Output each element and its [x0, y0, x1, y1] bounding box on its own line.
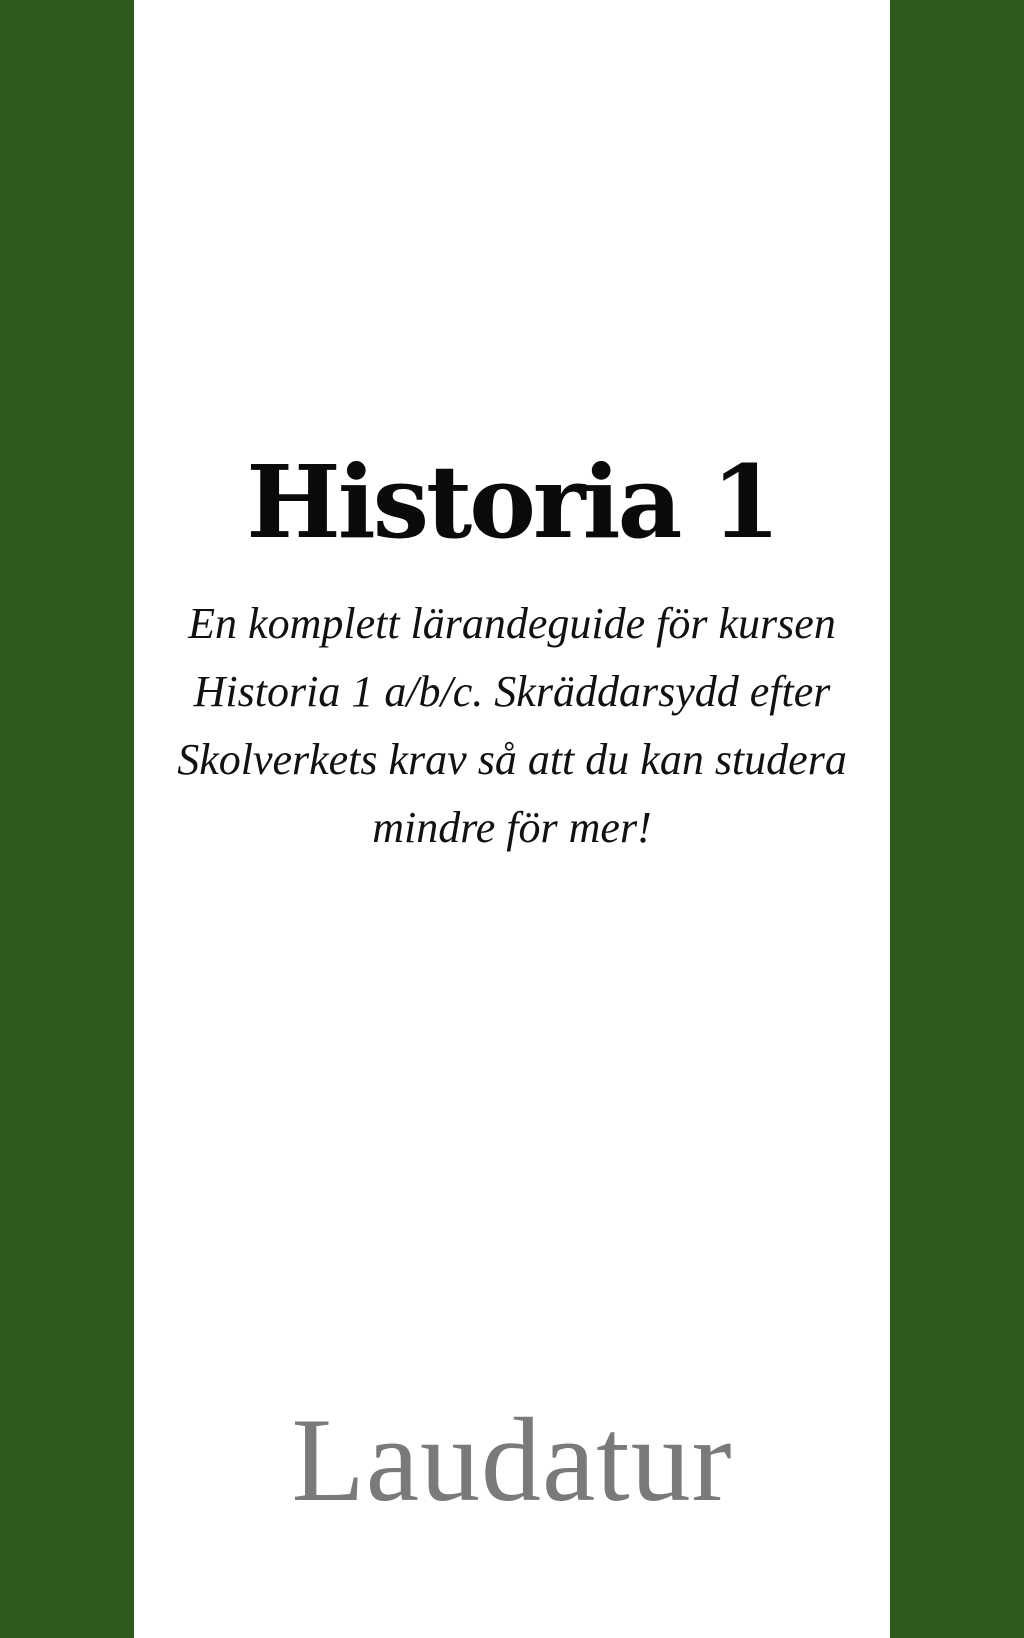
cover-panel — [134, 0, 890, 1638]
brand-logo: Laudatur — [291, 1393, 733, 1526]
cover-title: Historia 1 — [246, 443, 778, 561]
cover-subtitle: En komplett lärandeguide för kursen Historia 1 a/b/c. Skräddarsydd efter Skolverkets krav så att du kan studera mindre för mer! — [177, 599, 847, 852]
right-green-band — [890, 0, 1024, 1638]
left-green-band — [0, 0, 134, 1638]
